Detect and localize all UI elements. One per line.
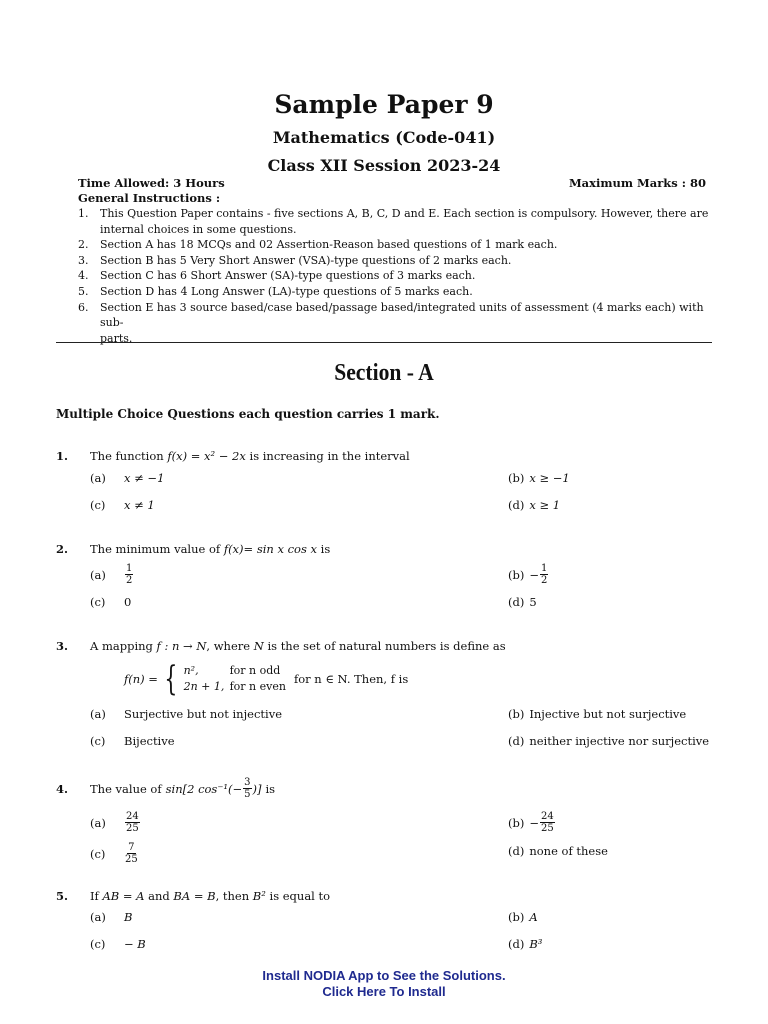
- option-b[interactable]: (b) − $\frac{24}{25}$: [508, 811, 554, 834]
- math-expression: B²: [252, 889, 266, 903]
- instruction-text: parts.: [100, 331, 133, 345]
- fraction: $\frac{7}{25}$: [125, 842, 138, 865]
- option-label: (d): [508, 937, 525, 951]
- section-title: Section - A: [334, 360, 434, 386]
- divider-rule: [56, 342, 712, 343]
- option-label: (b): [508, 815, 525, 830]
- option-label: (b): [508, 567, 525, 582]
- question-text: If AB = A and BA = B, then B² is equal to: [90, 889, 331, 903]
- option-text: 0: [124, 595, 132, 609]
- option-text: Surjective but not injective: [124, 707, 283, 721]
- question-number: 3.: [56, 639, 69, 653]
- instruction-text: Section A has 18 MCQs and 02 Assertion-Reason based questions of 1 mark each.: [100, 238, 558, 252]
- instructions-list: [78, 206, 714, 346]
- option-label: (c): [90, 846, 106, 861]
- option-text: none of these: [529, 844, 608, 858]
- option-label: (b): [508, 471, 525, 485]
- instruction-number: 6.: [78, 300, 89, 314]
- fraction: $\frac{24}{25}$: [126, 811, 139, 834]
- option-label: (c): [90, 937, 106, 951]
- math-expression: f : n → N: [156, 639, 207, 653]
- option-label: (d): [508, 595, 525, 609]
- option-label: (c): [90, 498, 106, 512]
- question-text: The minimum value of f(x)= sin x cos x is: [90, 542, 331, 556]
- math-expression: BA = B: [173, 889, 216, 903]
- instruction-text: Section B has 5 Very Short Answer (VSA)-type questions of 2 marks each.: [100, 253, 512, 267]
- option-label: (a): [90, 707, 106, 721]
- install-link[interactable]: Click Here To Install: [322, 984, 446, 999]
- option-c[interactable]: [90, 595, 131, 609]
- instruction-item: [78, 237, 714, 253]
- question-number: 1.: [56, 449, 69, 463]
- option-a[interactable]: [90, 707, 282, 721]
- question-number: 5.: [56, 889, 69, 903]
- paper-title: Sample Paper 9: [274, 90, 494, 119]
- option-a[interactable]: [90, 471, 164, 485]
- option-a[interactable]: [90, 563, 134, 586]
- option-text: Injective but not surjective: [529, 707, 687, 721]
- option-text: A: [529, 910, 538, 924]
- fraction: $\frac{1}{2}$: [540, 563, 548, 586]
- question-text: A mapping f : n → N, where N is the set of natural numbers is define as: [90, 639, 506, 653]
- math-expression: AB = A: [102, 889, 145, 903]
- question-number: 4.: [56, 782, 69, 796]
- option-label: (d): [508, 844, 525, 858]
- max-marks: Maximum Marks : 80: [568, 176, 706, 190]
- instruction-item: [78, 284, 714, 300]
- option-d[interactable]: [508, 844, 608, 858]
- fraction: $\frac{1}{2}$: [126, 563, 133, 586]
- instruction-text: Section C has 6 Short Answer (SA)-type questions of 3 marks each.: [100, 269, 476, 283]
- math-expression: sin[2 cos⁻¹(−: [165, 781, 243, 796]
- option-a[interactable]: [90, 910, 132, 924]
- instruction-item: [78, 268, 714, 284]
- option-text: x ≠ −1: [124, 471, 165, 485]
- option-label: (d): [508, 498, 525, 512]
- option-text: x ≥ 1: [529, 498, 561, 512]
- option-d[interactable]: [508, 734, 709, 748]
- option-d[interactable]: [508, 595, 537, 609]
- instruction-number: 1.: [78, 207, 89, 220]
- instruction-number: 4.: [78, 269, 89, 283]
- option-label: (b): [508, 910, 525, 924]
- option-c[interactable]: [90, 498, 155, 512]
- option-label: (a): [90, 910, 106, 924]
- question-text: The value of sin[2 cos⁻¹(− $\frac{3}{5}$ )] is: [90, 777, 276, 800]
- math-expression: N: [253, 639, 264, 653]
- math-expression: f(x) = x² − 2x: [167, 449, 246, 463]
- option-b[interactable]: (b) − $\frac{1}{2}$: [508, 563, 548, 586]
- instruction-text: internal choices in some questions.: [100, 222, 297, 236]
- subject-title: Mathematics (Code-041): [272, 128, 496, 147]
- instruction-number: 3.: [78, 253, 89, 267]
- option-a[interactable]: [90, 811, 141, 834]
- fraction: $\frac{24}{25}$: [540, 811, 554, 834]
- option-c[interactable]: [90, 734, 175, 748]
- option-b[interactable]: [508, 471, 570, 485]
- time-allowed: Time Allowed: 3 Hours: [78, 176, 225, 190]
- instruction-number: 2.: [78, 238, 89, 252]
- option-label: (d): [508, 734, 525, 748]
- instructions-heading: General Instructions :: [78, 191, 221, 205]
- option-text: B: [124, 910, 133, 924]
- option-text: neither injective nor surjective: [529, 734, 710, 748]
- math-expression: f(x)= sin x cos x: [223, 542, 318, 556]
- section-lead: Multiple Choice Questions each question carries 1 mark.: [56, 407, 440, 421]
- left-brace: {: [164, 659, 178, 699]
- option-b[interactable]: [508, 910, 538, 924]
- instruction-item: [78, 206, 714, 237]
- install-app-banner[interactable]: [0, 968, 768, 1000]
- option-d[interactable]: [508, 498, 560, 512]
- option-text: x ≥ −1: [529, 471, 570, 485]
- install-app-text[interactable]: Install NODIA App to See the Solutions.: [262, 968, 506, 983]
- option-label: (a): [90, 471, 106, 485]
- option-c[interactable]: [90, 842, 139, 865]
- cases-block: n², for n odd 2n + 1, for n even: [183, 664, 286, 693]
- instruction-item: [78, 253, 714, 269]
- piecewise-definition: [124, 659, 409, 699]
- instruction-text: Section E has 3 source based/case based/passage based/integrated units of assessment (4 marks each) with sub-: [100, 300, 704, 330]
- option-label: (a): [90, 815, 106, 830]
- question-number: 2.: [56, 542, 69, 556]
- option-text: − B: [124, 937, 146, 951]
- option-d[interactable]: [508, 937, 542, 951]
- option-label: (a): [90, 567, 106, 582]
- piecewise-trailing: for n ∈ N. Then, f is: [293, 672, 409, 686]
- instruction-text: Section D has 4 Long Answer (LA)-type questions of 5 marks each.: [100, 284, 473, 298]
- instruction-item: [78, 300, 714, 347]
- option-text: 5: [529, 595, 537, 609]
- option-text: B³: [529, 937, 543, 951]
- instruction-number: 5.: [78, 284, 89, 298]
- option-b[interactable]: [508, 707, 686, 721]
- instruction-text: This Question Paper contains - five sections A, B, C, D and E. Each section is compulsory. However, there are: [100, 207, 709, 220]
- fraction: $\frac{3}{5}$: [244, 777, 251, 800]
- option-text: x ≠ 1: [124, 498, 155, 512]
- option-label: (c): [90, 734, 106, 748]
- option-c[interactable]: [90, 937, 146, 951]
- option-text: Bijective: [124, 734, 175, 748]
- question-text: The function f(x) = x² − 2x is increasing in the interval: [90, 449, 410, 463]
- option-label: (b): [508, 707, 525, 721]
- option-label: (c): [90, 595, 106, 609]
- session-title: Class XII Session 2023-24: [267, 156, 501, 175]
- math-expression: f(n) =: [124, 672, 158, 686]
